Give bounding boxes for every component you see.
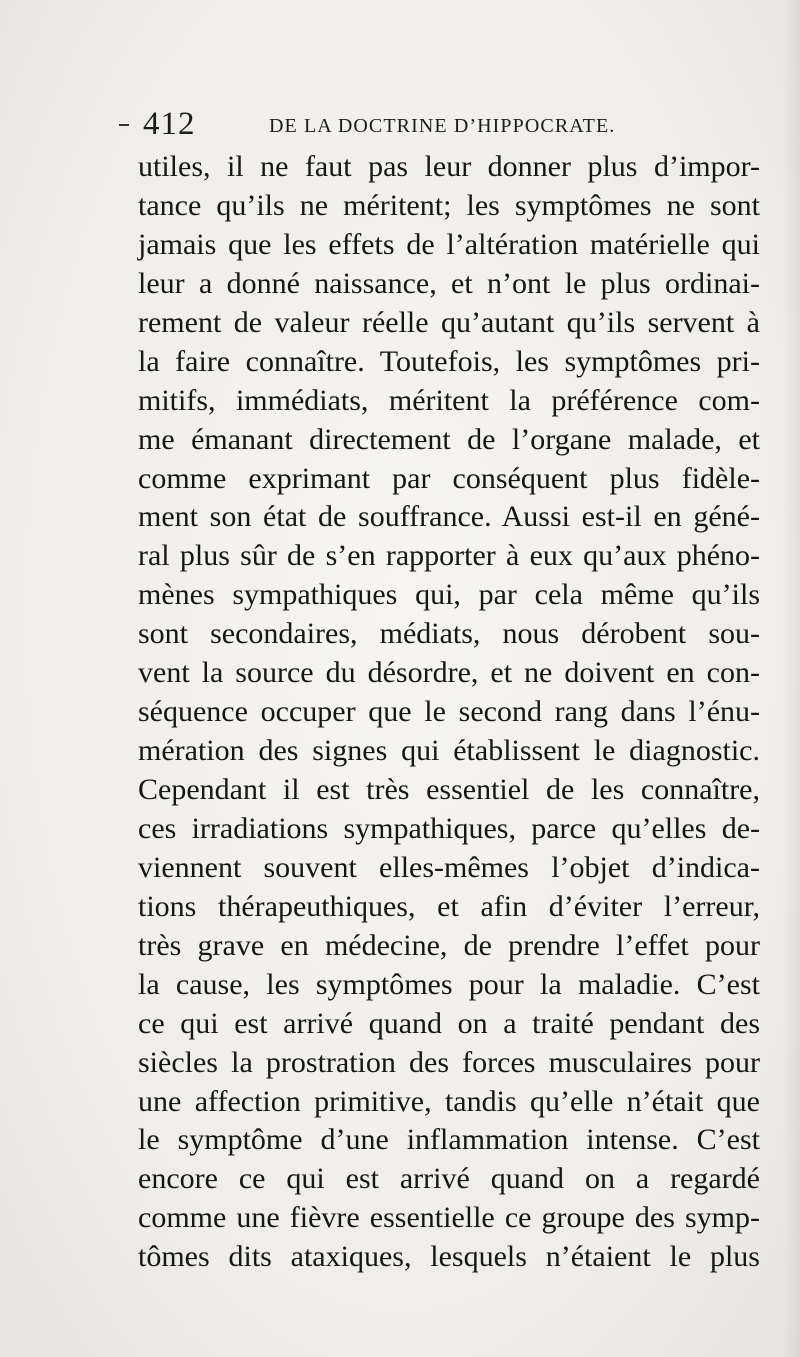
text-line: tions thérapeuthiques, et afin d’éviter l’erreur,	[138, 889, 760, 923]
text-line: ce qui est arrivé quand on a traité pendant des	[138, 1006, 760, 1040]
text-line: mènes sympathiques qui, par cela même qu’ils	[138, 578, 760, 612]
text-line: Cependant il est très essentiel de les connaître,	[138, 773, 760, 806]
text-line: ral plus sûr de s’en rapporter à eux qu’aux phéno-	[138, 539, 760, 573]
text-line: mération des signes qui établissent le diagnostic.	[138, 734, 760, 768]
text-line: tance qu’ils ne méritent; les symptômes ne sont	[138, 188, 760, 222]
text-line: le symptôme d’une inflammation intense. C’est	[138, 1123, 760, 1157]
text-line: comme exprimant par conséquent plus fidèle-	[138, 461, 760, 495]
text-line: viennent souvent elles-mêmes l’objet d’indica-	[138, 850, 760, 884]
text-line: me émanant directement de l’organe malade, et	[138, 422, 760, 456]
text-line: utiles, il ne faut pas leur donner plus d’impor-	[138, 150, 760, 183]
text-line: séquence occuper que le second rang dans l’énu-	[138, 695, 760, 729]
running-head: DE LA DOCTRINE D’HIPPOCRATE.	[269, 115, 616, 137]
text-line: très grave en médecine, de prendre l’effet pour	[138, 928, 760, 962]
text-line: la faire connaître. Toutefois, les symptômes pri-	[138, 344, 760, 378]
text-line: la cause, les symptômes pour la maladie. C’est	[138, 967, 760, 1001]
text-line: mitifs, immédiats, méritent la préférence com-	[138, 383, 760, 417]
header-dash	[119, 124, 129, 126]
page-edge-shadow	[782, 0, 800, 1357]
text-line: encore ce qui est arrivé quand on a regardé	[138, 1162, 760, 1196]
text-line: vent la source du désordre, et ne doivent en con-	[138, 656, 760, 690]
text-line: comme une fièvre essentielle ce groupe des symp-	[138, 1201, 760, 1235]
page-number: 412	[143, 106, 196, 142]
page-header	[143, 104, 663, 144]
text-line: ces irradiations sympathiques, parce qu’elles de-	[138, 811, 760, 845]
text-line: ment son état de souffrance. Aussi est-il en géné-	[138, 500, 760, 534]
text-line: jamais que les effets de l’altération matérielle qui	[138, 227, 760, 261]
text-line: leur a donné naissance, et n’ont le plus ordinai-	[138, 266, 760, 300]
text-line: tômes dits ataxiques, lesquels n’étaient le plus	[138, 1240, 760, 1274]
body-text	[138, 148, 760, 1277]
text-line: sont secondaires, médiats, nous dérobent sou-	[138, 617, 760, 651]
text-line: rement de valeur réelle qu’autant qu’ils servent à	[138, 305, 760, 339]
text-line: une affection primitive, tandis qu’elle n’était que	[138, 1084, 760, 1118]
text-line: siècles la prostration des forces musculaires pour	[138, 1045, 760, 1079]
